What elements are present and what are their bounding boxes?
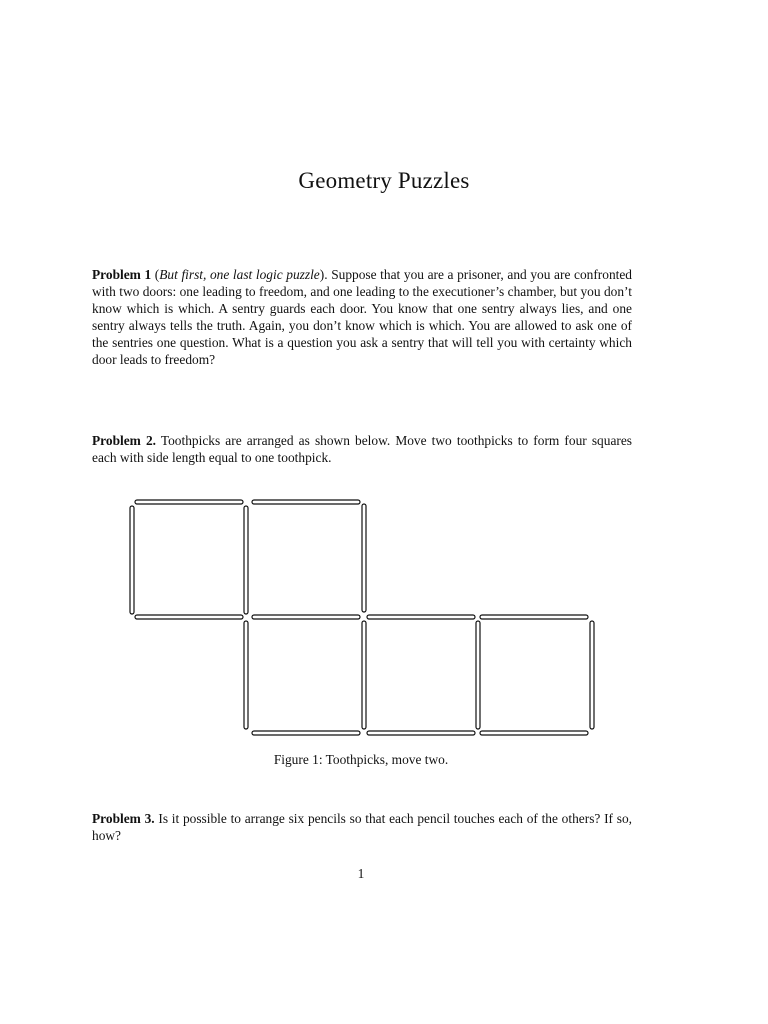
toothpick <box>367 615 475 619</box>
toothpick <box>135 500 243 504</box>
toothpick <box>130 506 134 614</box>
toothpick <box>252 500 360 504</box>
toothpick <box>362 504 366 612</box>
toothpick <box>480 731 588 735</box>
toothpick <box>367 731 475 735</box>
problem-1-text: Suppose that you are a prisoner, and you are confronted with two doors: one leading to freedom, and one leading to the executioner’s chamber, but you don’t know which is which. A sentry guards each door. You know that one sentry always lies, and one sentry always tells the truth. Again, you don’t know which is which. You are allowed to ask one of the sentries one question. What is a question you ask a sentry that will tell you with certainty which door leads to freedom? <box>92 267 632 367</box>
problem-1-close-paren: ). <box>319 267 328 282</box>
problem-2-text: Toothpicks are arranged as shown below. Move two toothpicks to form four squares each with side length equal to one toothpick. <box>92 433 632 465</box>
problem-2-label: Problem 2. <box>92 433 156 448</box>
figure-caption: Figure 1: Toothpicks, move two. <box>273 752 449 767</box>
page-number: 1 <box>357 866 365 881</box>
toothpick <box>480 615 588 619</box>
problem-1-label: Problem 1 <box>92 267 152 282</box>
toothpick <box>244 506 248 614</box>
problem-3-text: Is it possible to arrange six pencils so that each pencil touches each of the others? If so, how? <box>92 811 632 843</box>
problem-3 <box>92 810 632 844</box>
toothpick <box>252 731 360 735</box>
toothpick <box>244 621 248 729</box>
toothpick <box>362 621 366 729</box>
toothpick <box>476 621 480 729</box>
toothpick <box>135 615 243 619</box>
problem-1-open-paren: ( <box>151 267 160 282</box>
page-title: Geometry Puzzles <box>298 168 470 193</box>
toothpick <box>590 621 594 729</box>
problem-1-subtitle: But first, one last logic puzzle <box>159 267 320 282</box>
toothpick <box>252 615 360 619</box>
problem-3-label: Problem 3. <box>92 811 155 826</box>
